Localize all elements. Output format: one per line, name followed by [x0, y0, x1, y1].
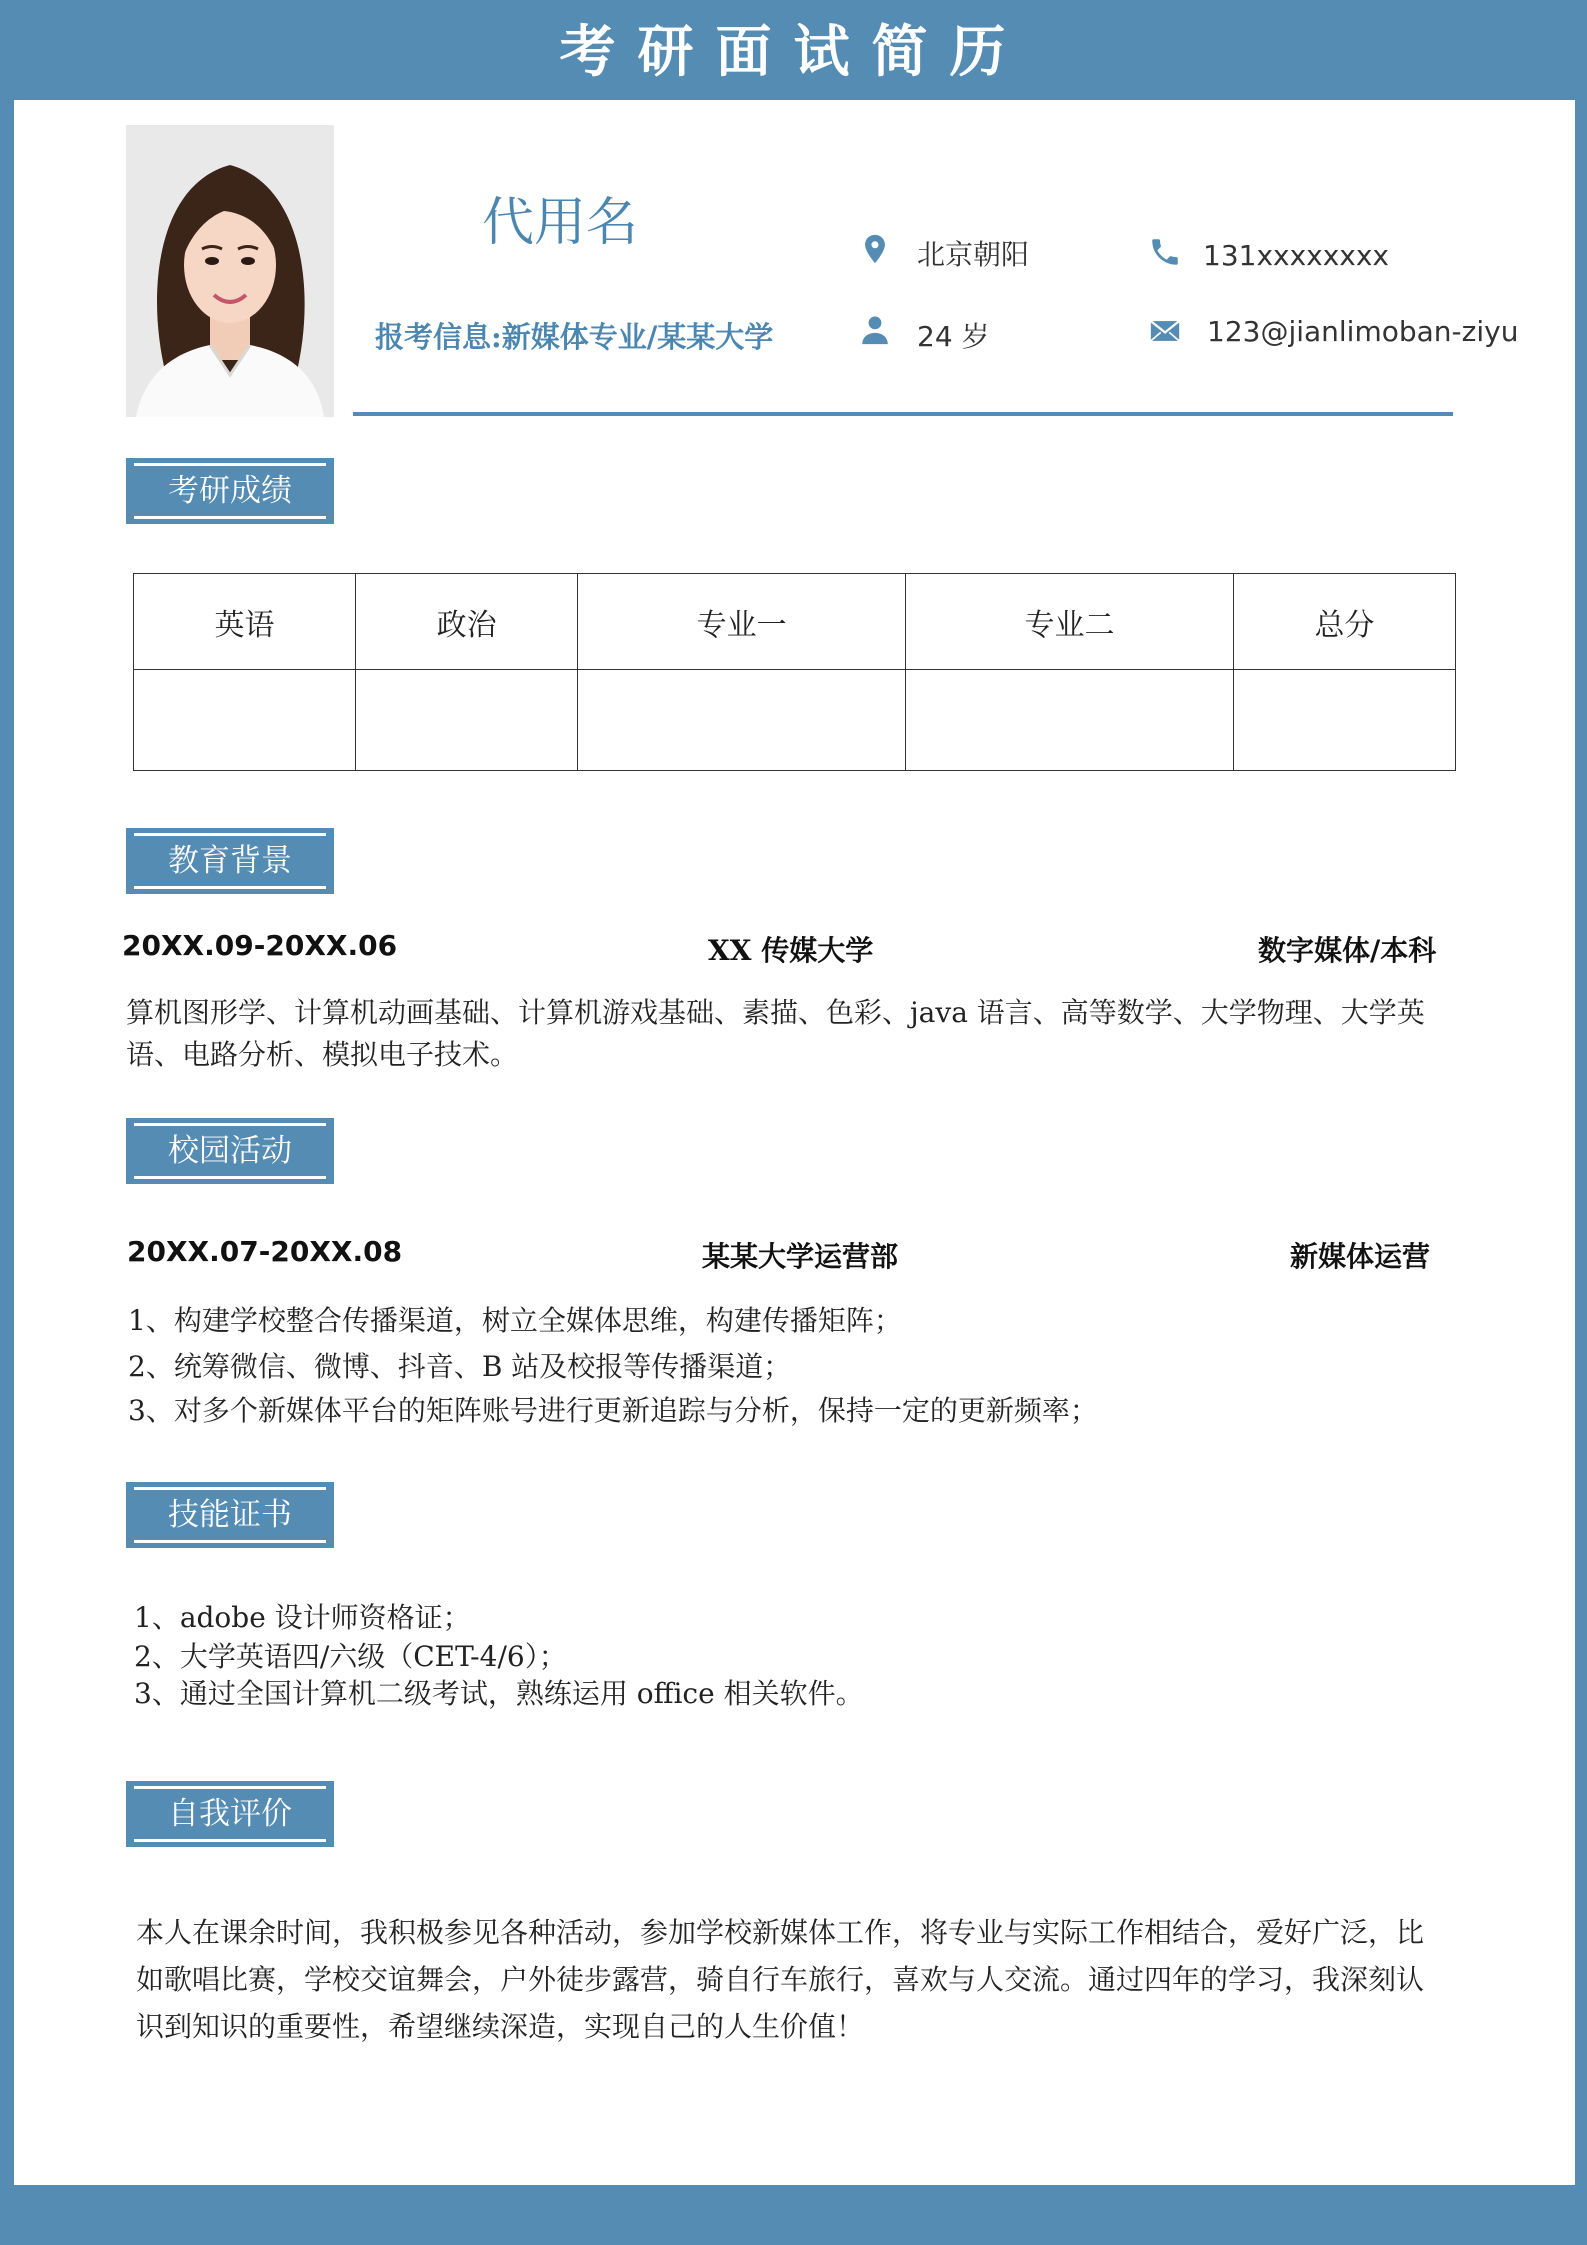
section-badge-self-eval [126, 1781, 334, 1847]
campus-role: 新媒体运营 [1290, 1240, 1431, 1273]
person-icon [858, 313, 892, 347]
section-badge-scores [126, 458, 334, 524]
education-school: XX 传媒大学 [708, 934, 874, 967]
profile-name: 代用名 [481, 193, 638, 253]
section-badge-campus [126, 1118, 334, 1184]
profile-photo [126, 125, 334, 417]
phone-icon [1148, 235, 1182, 269]
location-pin-icon [858, 232, 892, 266]
self-eval-text: 本人在课余时间，我积极参见各种活动，参加学校新媒体工作，将专业与实际工作相结合，爱好广泛，比如歌唱比赛，学校交谊舞会，户外徒步露营，骑自行车旅行，喜欢与人交流。通过四年的学习，我深刻认识到知识的重要性，希望继续深造，实现自己的人生价值！ [136, 1916, 1425, 2043]
scores-header-row [134, 574, 1456, 670]
campus-item: 1、构建学校整合传播渠道，树立全媒体思维，构建传播矩阵； [128, 1304, 902, 1337]
skill-item: 2、大学英语四/六级（CET-4/6）； [134, 1640, 567, 1673]
scores-value-row [134, 670, 1456, 771]
profile-target: 报考信息:新媒体专业/某某大学 [375, 320, 774, 354]
scores-value-cell [578, 670, 906, 771]
education-courses: 算机图形学、计算机动画基础、计算机游戏基础、素描、色彩、java 语言、高等数学、大学物理、大学英语、电路分析、模拟电子技术。 [126, 996, 1425, 1071]
section-title-self-eval: 自我评价 [168, 1796, 292, 1832]
scores-value-cell [1233, 670, 1455, 771]
scores-header-cell: 专业二 [906, 574, 1234, 670]
scores-header-cell: 专业一 [578, 574, 906, 670]
age-text: 24 岁 [917, 320, 990, 353]
campus-item: 2、统筹微信、微博、抖音、B 站及校报等传播渠道； [128, 1350, 792, 1383]
email-text: 123@jianlimoban-ziyu [1207, 315, 1519, 348]
section-title-campus: 校园活动 [168, 1133, 292, 1169]
education-major: 数字媒体/本科 [1258, 934, 1437, 967]
campus-item: 3、对多个新媒体平台的矩阵账号进行更新追踪与分析，保持一定的更新频率； [128, 1394, 1098, 1427]
skill-item: 1、adobe 设计师资格证； [134, 1601, 471, 1634]
scores-header-cell: 总分 [1233, 574, 1455, 670]
scores-value-cell [356, 670, 578, 771]
location-text: 北京朝阳 [917, 238, 1030, 271]
scores-value-cell [906, 670, 1234, 771]
skill-item: 3、通过全国计算机二级考试，熟练运用 office 相关软件。 [134, 1677, 864, 1710]
section-title-scores: 考研成绩 [168, 473, 292, 509]
section-badge-skills [126, 1482, 334, 1548]
section-title-skills: 技能证书 [168, 1497, 292, 1533]
scores-value-cell [134, 670, 356, 771]
section-title-education: 教育背景 [168, 843, 292, 879]
header-divider [353, 412, 1453, 416]
scores-header-cell: 政治 [356, 574, 578, 670]
scores-table [133, 573, 1456, 771]
campus-org: 某某大学运营部 [702, 1240, 899, 1273]
education-date: 20XX.09-20XX.06 [122, 929, 398, 962]
scores-header-cell: 英语 [134, 574, 356, 670]
envelope-icon [1148, 314, 1182, 348]
section-badge-education [126, 828, 334, 894]
phone-text: 131xxxxxxxx [1203, 239, 1390, 272]
campus-date: 20XX.07-20XX.08 [127, 1235, 403, 1268]
page-title: 考研面试简历 [559, 19, 1028, 85]
profile-photo-image [126, 125, 334, 417]
